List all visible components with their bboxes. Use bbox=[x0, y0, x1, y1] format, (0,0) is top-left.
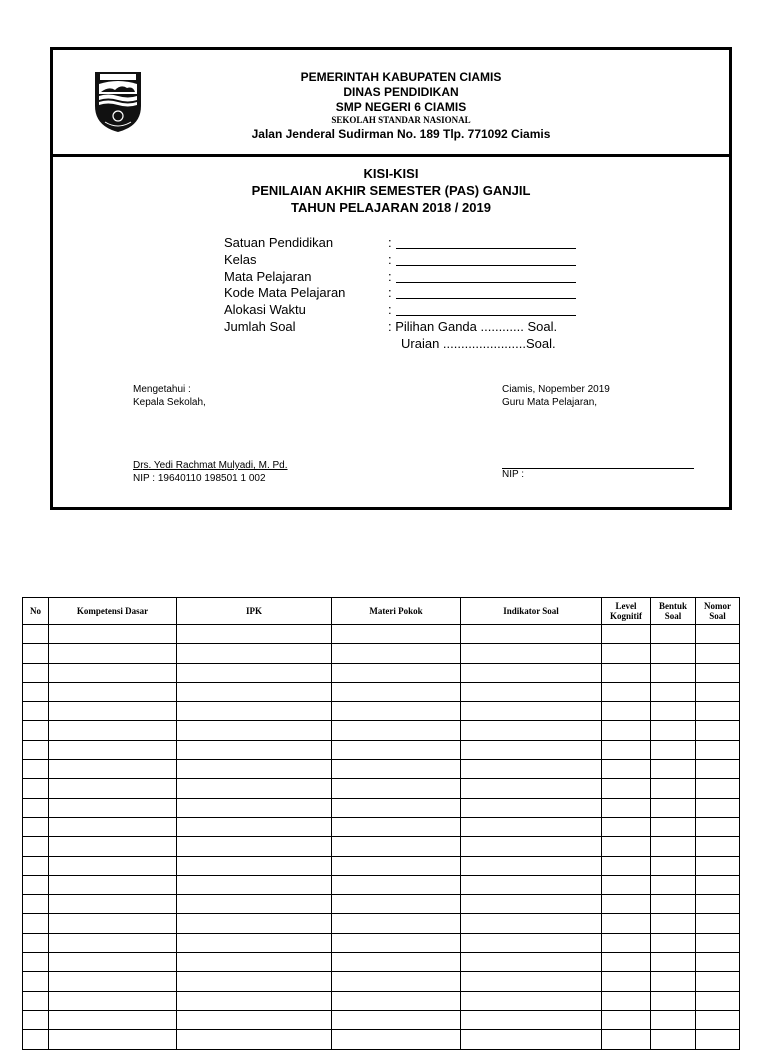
table-cell bbox=[23, 644, 49, 663]
document-title: KISI-KISI bbox=[363, 166, 419, 181]
header-kompetensi-dasar: Kompetensi Dasar bbox=[49, 598, 177, 625]
table-cell bbox=[461, 779, 602, 798]
principal-nip: NIP : 19640110 198501 1 002 bbox=[133, 472, 266, 484]
table-cell bbox=[49, 972, 177, 991]
table-cell bbox=[696, 856, 740, 875]
table-cell bbox=[696, 991, 740, 1010]
table-cell bbox=[177, 625, 332, 644]
table-cell bbox=[602, 682, 651, 701]
kisi-kisi-table bbox=[22, 597, 740, 1050]
table-cell bbox=[49, 856, 177, 875]
table-cell bbox=[461, 972, 602, 991]
table-row bbox=[23, 1010, 740, 1029]
table-cell bbox=[49, 779, 177, 798]
table-row bbox=[23, 1030, 740, 1049]
table-row bbox=[23, 760, 740, 779]
table-cell bbox=[49, 895, 177, 914]
table-cell bbox=[332, 663, 461, 682]
cover-page-box bbox=[50, 47, 732, 510]
field-label: Kelas bbox=[224, 251, 257, 267]
table-cell bbox=[332, 1030, 461, 1049]
table-cell bbox=[332, 798, 461, 817]
header-bentuk-soal: Bentuk Soal bbox=[651, 598, 696, 625]
table-cell bbox=[602, 895, 651, 914]
table-cell bbox=[49, 721, 177, 740]
table-cell bbox=[696, 972, 740, 991]
table-cell bbox=[651, 991, 696, 1010]
table-cell bbox=[461, 798, 602, 817]
essay-count: Uraian .......................Soal. bbox=[401, 335, 556, 351]
table-cell bbox=[23, 875, 49, 894]
multiple-choice-count: : Pilihan Ganda ............ Soal. bbox=[388, 318, 558, 334]
table-row bbox=[23, 740, 740, 759]
principal-name: Drs. Yedi Rachmat Mulyadi, M. Pd. bbox=[133, 460, 288, 471]
table-cell bbox=[696, 798, 740, 817]
table-cell bbox=[49, 663, 177, 682]
table-cell bbox=[23, 991, 49, 1010]
field-colon: : bbox=[388, 268, 392, 284]
table-cell bbox=[651, 702, 696, 721]
table-cell bbox=[602, 702, 651, 721]
table-cell bbox=[651, 856, 696, 875]
table-cell bbox=[602, 798, 651, 817]
table-row bbox=[23, 702, 740, 721]
table-cell bbox=[461, 991, 602, 1010]
table-row bbox=[23, 798, 740, 817]
table-cell bbox=[461, 740, 602, 759]
table-cell bbox=[602, 1010, 651, 1029]
table-row bbox=[23, 914, 740, 933]
table-header-row bbox=[23, 598, 740, 625]
table-cell bbox=[696, 1010, 740, 1029]
table-cell bbox=[651, 760, 696, 779]
table-cell bbox=[651, 663, 696, 682]
table-cell bbox=[602, 837, 651, 856]
header-materi-pokok: Materi Pokok bbox=[332, 598, 461, 625]
table-cell bbox=[461, 663, 602, 682]
table-cell bbox=[23, 914, 49, 933]
table-cell bbox=[332, 682, 461, 701]
field-colon: : bbox=[388, 302, 392, 318]
table-cell bbox=[332, 914, 461, 933]
teacher-signature-block bbox=[502, 384, 610, 409]
table-cell bbox=[602, 856, 651, 875]
table-cell bbox=[602, 625, 651, 644]
teacher-name-block bbox=[502, 460, 694, 482]
table-cell bbox=[23, 625, 49, 644]
field-blank-line bbox=[396, 315, 576, 316]
table-cell bbox=[461, 644, 602, 663]
table-row bbox=[23, 991, 740, 1010]
table-cell bbox=[177, 856, 332, 875]
table-cell bbox=[602, 972, 651, 991]
table-cell bbox=[651, 953, 696, 972]
table-row bbox=[23, 779, 740, 798]
table-cell bbox=[49, 875, 177, 894]
field-label: Satuan Pendidikan bbox=[224, 235, 334, 250]
table-cell bbox=[651, 914, 696, 933]
table-row bbox=[23, 933, 740, 952]
table-cell bbox=[696, 682, 740, 701]
table-cell bbox=[177, 798, 332, 817]
table-cell bbox=[177, 875, 332, 894]
table-cell bbox=[49, 933, 177, 952]
table-cell bbox=[49, 817, 177, 836]
table-cell bbox=[332, 760, 461, 779]
field-blank-line bbox=[396, 282, 576, 283]
table-cell bbox=[49, 1030, 177, 1049]
table-cell bbox=[696, 895, 740, 914]
table-cell bbox=[602, 817, 651, 836]
field-colon: : bbox=[388, 235, 392, 250]
table-cell bbox=[461, 721, 602, 740]
table-cell bbox=[602, 914, 651, 933]
table-cell bbox=[23, 702, 49, 721]
letterhead bbox=[53, 50, 729, 157]
table-cell bbox=[651, 740, 696, 759]
table-cell bbox=[23, 779, 49, 798]
table-cell bbox=[461, 856, 602, 875]
table-cell bbox=[696, 740, 740, 759]
table-cell bbox=[177, 972, 332, 991]
table-cell bbox=[461, 875, 602, 894]
table-cell bbox=[332, 625, 461, 644]
table-cell bbox=[23, 972, 49, 991]
header-ipk: IPK bbox=[177, 598, 332, 625]
table-cell bbox=[177, 1030, 332, 1049]
table-cell bbox=[49, 740, 177, 759]
header-indikator-soal: Indikator Soal bbox=[461, 598, 602, 625]
table-row bbox=[23, 644, 740, 663]
government-name: PEMERINTAH KABUPATEN CIAMIS bbox=[300, 70, 502, 84]
exam-title: PENILAIAN AKHIR SEMESTER (PAS) GANJIL bbox=[251, 183, 531, 198]
table-cell bbox=[23, 953, 49, 972]
table-cell bbox=[177, 644, 332, 663]
table-cell bbox=[177, 953, 332, 972]
table-cell bbox=[332, 1010, 461, 1029]
table-cell bbox=[177, 779, 332, 798]
school-address: Jalan Jenderal Sudirman No. 189 Tlp. 771092 Ciamis bbox=[251, 127, 551, 141]
table-cell bbox=[332, 875, 461, 894]
table-cell bbox=[177, 721, 332, 740]
table-cell bbox=[651, 875, 696, 894]
table-cell bbox=[651, 682, 696, 701]
teacher-nip: NIP : bbox=[502, 469, 525, 480]
table-cell bbox=[602, 721, 651, 740]
acknowledged-label: Mengetahui : bbox=[133, 384, 191, 395]
table-cell bbox=[177, 991, 332, 1010]
table-cell bbox=[602, 760, 651, 779]
table-cell bbox=[696, 779, 740, 798]
table-cell bbox=[696, 914, 740, 933]
table-cell bbox=[696, 625, 740, 644]
table-cell bbox=[602, 933, 651, 952]
principal-signature-block bbox=[133, 384, 206, 409]
table-cell bbox=[602, 991, 651, 1010]
table-cell bbox=[49, 644, 177, 663]
table-cell bbox=[696, 702, 740, 721]
table-cell bbox=[49, 702, 177, 721]
table-cell bbox=[461, 760, 602, 779]
table-cell bbox=[177, 682, 332, 701]
table-cell bbox=[332, 740, 461, 759]
table-cell bbox=[49, 991, 177, 1010]
table-cell bbox=[332, 895, 461, 914]
table-cell bbox=[332, 721, 461, 740]
table-cell bbox=[696, 760, 740, 779]
table-cell bbox=[461, 1030, 602, 1049]
table-cell bbox=[461, 914, 602, 933]
field-blank-line bbox=[396, 298, 576, 299]
table-cell bbox=[461, 837, 602, 856]
principal-name-block bbox=[133, 460, 288, 485]
field-colon: : bbox=[388, 251, 392, 267]
place-date: Ciamis, Nopember 2019 bbox=[502, 384, 610, 395]
table-cell bbox=[461, 702, 602, 721]
table-cell bbox=[696, 644, 740, 663]
field-label: Mata Pelajaran bbox=[224, 268, 312, 284]
table-cell bbox=[177, 760, 332, 779]
table-cell bbox=[177, 702, 332, 721]
table-cell bbox=[23, 1010, 49, 1029]
table-cell bbox=[23, 817, 49, 836]
table-row bbox=[23, 856, 740, 875]
table-cell bbox=[177, 914, 332, 933]
table-cell bbox=[332, 856, 461, 875]
table-cell bbox=[651, 933, 696, 952]
table-cell bbox=[461, 895, 602, 914]
table-cell bbox=[177, 740, 332, 759]
table-cell bbox=[602, 875, 651, 894]
table-cell bbox=[602, 779, 651, 798]
table-cell bbox=[177, 837, 332, 856]
field-colon: : bbox=[388, 285, 392, 301]
table-row bbox=[23, 625, 740, 644]
table-cell bbox=[651, 895, 696, 914]
table-row bbox=[23, 875, 740, 894]
table-cell bbox=[332, 702, 461, 721]
table-cell bbox=[177, 933, 332, 952]
teacher-title: Guru Mata Pelajaran, bbox=[502, 396, 598, 408]
table-row bbox=[23, 953, 740, 972]
table-cell bbox=[332, 991, 461, 1010]
table-cell bbox=[23, 895, 49, 914]
table-row bbox=[23, 895, 740, 914]
table-cell bbox=[602, 663, 651, 682]
table-cell bbox=[461, 682, 602, 701]
header-no: No bbox=[23, 598, 49, 625]
table-row bbox=[23, 817, 740, 836]
table-row bbox=[23, 837, 740, 856]
field-blank-line bbox=[396, 248, 576, 249]
table-cell bbox=[23, 1030, 49, 1049]
table-cell bbox=[332, 953, 461, 972]
table-cell bbox=[332, 837, 461, 856]
table-cell bbox=[696, 1030, 740, 1049]
table-cell bbox=[23, 721, 49, 740]
table-cell bbox=[23, 682, 49, 701]
table-cell bbox=[177, 1010, 332, 1029]
table-cell bbox=[49, 1010, 177, 1029]
table-row bbox=[23, 972, 740, 991]
table-cell bbox=[696, 837, 740, 856]
table-cell bbox=[23, 856, 49, 875]
table-cell bbox=[696, 933, 740, 952]
field-blank-line bbox=[396, 265, 576, 266]
table-cell bbox=[651, 1030, 696, 1049]
table-cell bbox=[23, 933, 49, 952]
table-row bbox=[23, 663, 740, 682]
table-cell bbox=[651, 625, 696, 644]
table-cell bbox=[696, 953, 740, 972]
table-cell bbox=[49, 798, 177, 817]
table-cell bbox=[332, 644, 461, 663]
header-nomor-soal: Nomor Soal bbox=[696, 598, 740, 625]
table-cell bbox=[696, 875, 740, 894]
table-cell bbox=[461, 1010, 602, 1029]
table-cell bbox=[332, 817, 461, 836]
table-cell bbox=[49, 953, 177, 972]
table-cell bbox=[651, 837, 696, 856]
table-cell bbox=[651, 972, 696, 991]
table-cell bbox=[461, 817, 602, 836]
table-cell bbox=[49, 760, 177, 779]
principal-title: Kepala Sekolah, bbox=[133, 396, 206, 408]
table-cell bbox=[23, 740, 49, 759]
table-cell bbox=[23, 760, 49, 779]
table-cell bbox=[49, 837, 177, 856]
table-cell bbox=[461, 625, 602, 644]
header-level-kognitif: Level Kognitif bbox=[602, 598, 651, 625]
table-cell bbox=[602, 644, 651, 663]
field-label: Kode Mata Pelajaran bbox=[224, 285, 346, 301]
table-row bbox=[23, 682, 740, 701]
table-cell bbox=[651, 644, 696, 663]
table-cell bbox=[461, 933, 602, 952]
table-cell bbox=[696, 663, 740, 682]
table-cell bbox=[602, 953, 651, 972]
table-body bbox=[23, 625, 740, 1050]
field-label: Jumlah Soal bbox=[224, 318, 296, 334]
table-cell bbox=[602, 740, 651, 759]
table-cell bbox=[332, 933, 461, 952]
agency-name: DINAS PENDIDIKAN bbox=[343, 85, 459, 99]
table-cell bbox=[177, 817, 332, 836]
table-cell bbox=[651, 817, 696, 836]
school-name: SMP NEGERI 6 CIAMIS bbox=[335, 100, 467, 114]
table-cell bbox=[23, 837, 49, 856]
table-cell bbox=[651, 798, 696, 817]
school-status: SEKOLAH STANDAR NASIONAL bbox=[331, 115, 471, 125]
table-cell bbox=[696, 721, 740, 740]
table-cell bbox=[49, 682, 177, 701]
table-cell bbox=[23, 663, 49, 682]
table-cell bbox=[602, 1030, 651, 1049]
academic-year: TAHUN PELAJARAN 2018 / 2019 bbox=[291, 200, 491, 215]
table-cell bbox=[49, 625, 177, 644]
table-cell bbox=[696, 817, 740, 836]
table-cell bbox=[651, 779, 696, 798]
table-cell bbox=[651, 721, 696, 740]
table-cell bbox=[651, 1010, 696, 1029]
table-cell bbox=[49, 914, 177, 933]
table-cell bbox=[332, 779, 461, 798]
table-row bbox=[23, 721, 740, 740]
table-cell bbox=[461, 953, 602, 972]
table-cell bbox=[177, 663, 332, 682]
table-cell bbox=[177, 895, 332, 914]
table-cell bbox=[23, 798, 49, 817]
table-cell bbox=[332, 972, 461, 991]
field-label: Alokasi Waktu bbox=[224, 302, 306, 318]
